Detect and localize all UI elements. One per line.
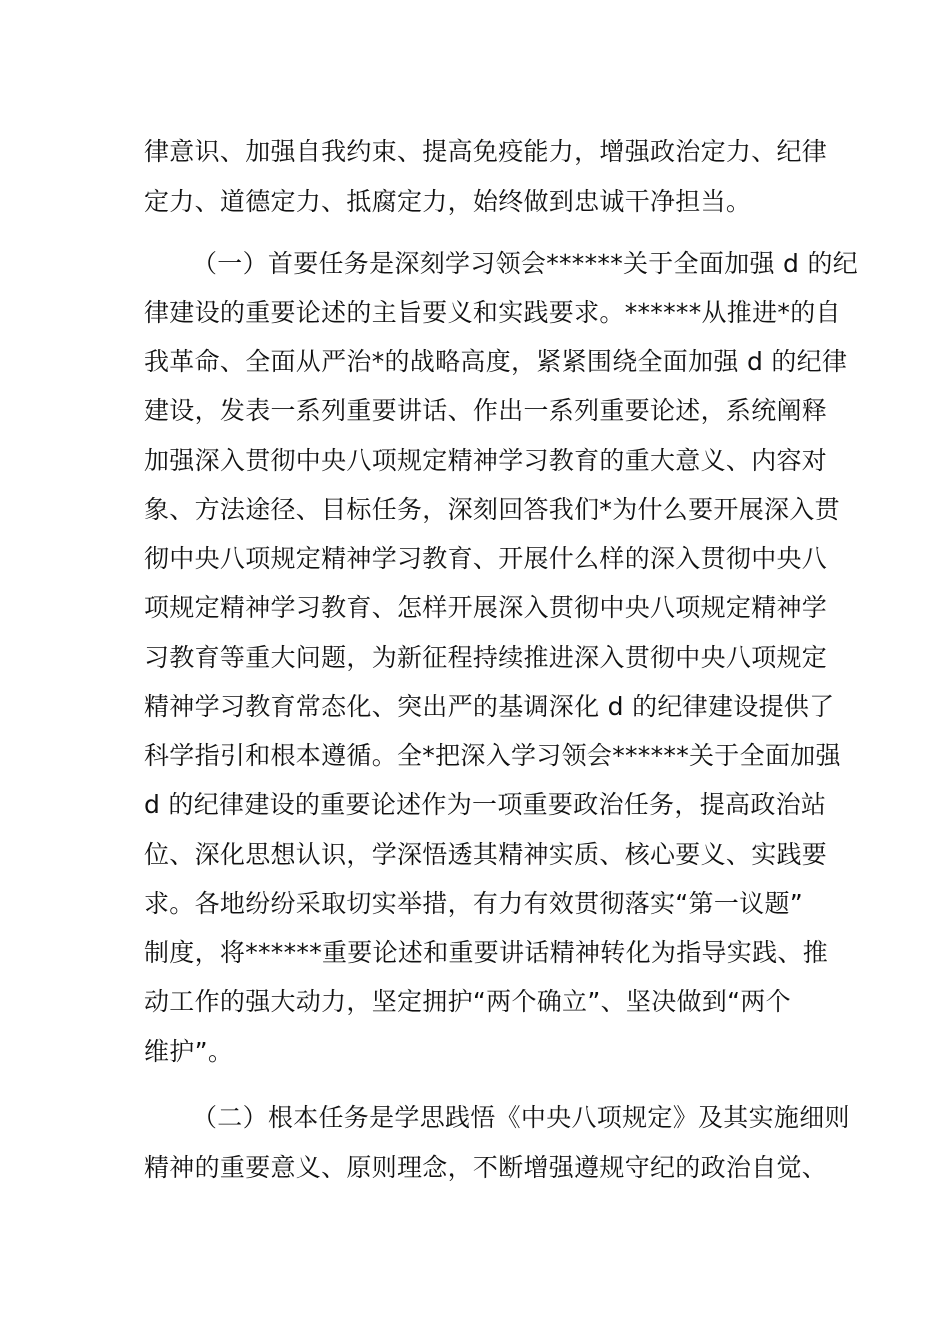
paragraph-first-line: （一）首要任务是深刻学习领会******关于全面加强 d 的纪 [192,249,859,278]
text-line: 彻中央八项规定精神学习教育、开展什么样的深入贯彻中央八 [144,544,828,573]
text-line: 制度，将******重要论述和重要讲话精神转化为指导实践、推 [144,938,829,967]
text-line: 定力、道德定力、抵腐定力，始终做到忠诚干净担当。 [144,187,752,216]
text-line: 动工作的强大动力，坚定拥护“两个确立”、坚决做到“两个 [144,987,791,1016]
text-line: 项规定精神学习教育、怎样开展深入贯彻中央八项规定精神学 [144,593,828,622]
text-line: 科学指引和根本遵循。全*把深入学习领会******关于全面加强 [144,741,841,770]
text-line: 象、方法途径、目标任务，深刻回答我们*为什么要开展深入贯 [144,495,840,524]
text-line: 求。各地纷纷采取切实举措，有力有效贯彻落实“第一议题” [144,889,804,918]
text-line: 律建设的重要论述的主旨要义和实践要求。******从推进*的自 [144,298,841,327]
text-line: 位、深化思想认识，学深悟透其精神实质、核心要义、实践要 [144,840,828,869]
text-line: 维护”。 [144,1037,234,1066]
text-line: d 的纪律建设的重要论述作为一项重要政治任务，提高政治站 [144,790,827,819]
text-line: 精神的重要意义、原则理念，不断增强遵规守纪的政治自觉、 [144,1153,828,1182]
text-line: 我革命、全面从严治*的战略高度，紧紧围绕全面加强 d 的纪律 [144,347,848,376]
text-line: 习教育等重大问题，为新征程持续推进深入贯彻中央八项规定 [144,643,828,672]
text-line: 律意识、加强自我约束、提高免疫能力，增强政治定力、纪律 [144,137,828,166]
text-line: 建设，发表一系列重要讲话、作出一系列重要论述，系统阐释 [144,396,828,425]
paragraph-first-line: （二）根本任务是学思践悟《中央八项规定》及其实施细则 [192,1103,850,1132]
text-line: 精神学习教育常态化、突出严的基调深化 d 的纪律建设提供了 [144,692,835,721]
text-line: 加强深入贯彻中央八项规定精神学习教育的重大意义、内容对 [144,446,828,475]
